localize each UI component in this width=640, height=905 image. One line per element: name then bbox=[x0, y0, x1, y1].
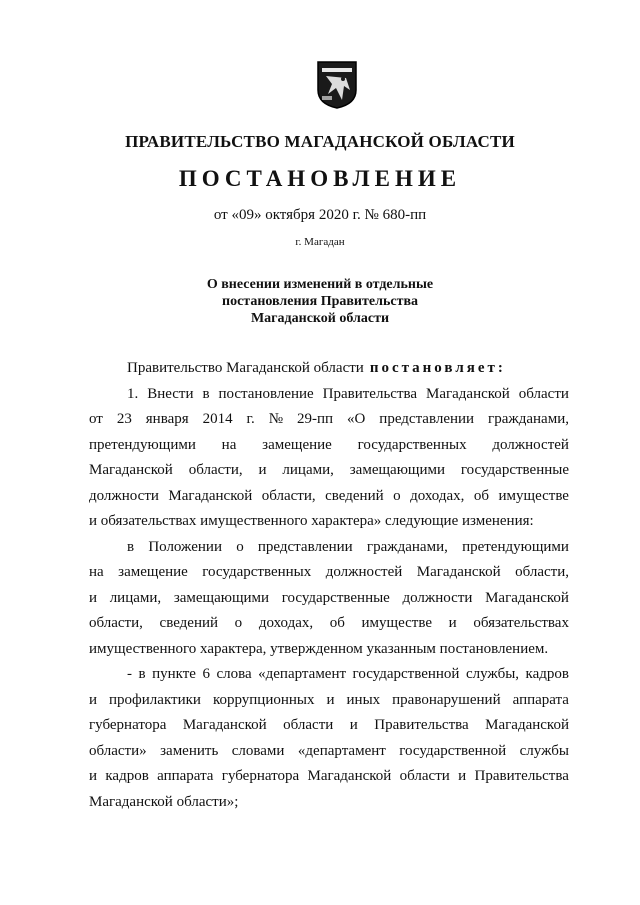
text-word: имуществе bbox=[361, 615, 432, 631]
paragraphs-container bbox=[89, 382, 569, 816]
text-word: замещающими bbox=[173, 589, 270, 606]
paragraph-line bbox=[89, 560, 569, 586]
text-word: Магаданской области»; bbox=[89, 793, 239, 810]
text-word: службы, bbox=[465, 666, 520, 682]
paragraph-line bbox=[89, 484, 569, 510]
text-word: государственной bbox=[399, 742, 507, 759]
text-word: 23 bbox=[116, 411, 132, 427]
text-word: представлении bbox=[257, 538, 353, 555]
text-word: № bbox=[268, 411, 284, 427]
text-word: правонарушений bbox=[392, 691, 501, 708]
text-word: Магаданской bbox=[182, 717, 267, 733]
text-word: об bbox=[473, 487, 490, 504]
text-word: претендующими bbox=[462, 538, 569, 555]
text-word: лицами, bbox=[282, 462, 334, 478]
paragraph-line bbox=[89, 713, 569, 739]
subject-line: постановления Правительства bbox=[222, 294, 418, 309]
paragraph-line bbox=[89, 739, 569, 765]
text-word: в bbox=[127, 538, 135, 555]
text-word: января bbox=[145, 411, 189, 427]
text-word: замещение bbox=[118, 564, 188, 580]
text-word: о bbox=[236, 538, 244, 555]
text-word: Положении bbox=[148, 538, 222, 555]
text-word: доходах, bbox=[258, 615, 314, 631]
text-word: государственной bbox=[352, 666, 460, 682]
paragraph-line bbox=[89, 433, 569, 459]
text-word: 29-пп bbox=[296, 411, 334, 427]
text-word: слова bbox=[216, 666, 252, 682]
text-word: Правительства bbox=[374, 717, 469, 733]
paragraph-line bbox=[89, 662, 569, 688]
text-word: словами bbox=[231, 742, 285, 759]
text-word: профилактики bbox=[109, 691, 201, 708]
text-word: Магаданской bbox=[307, 768, 392, 784]
text-word: области bbox=[518, 385, 569, 402]
text-word: Магаданской bbox=[485, 717, 569, 733]
text-word: сведений bbox=[159, 615, 219, 631]
text-word: и bbox=[89, 691, 98, 708]
text-word: заменить bbox=[160, 742, 219, 759]
text-word: кадров bbox=[105, 768, 149, 784]
document-date-number: от «09» октября 2020 г. № 680-пп bbox=[213, 207, 427, 223]
text-word: области» bbox=[89, 742, 147, 759]
text-word: г. bbox=[246, 411, 255, 427]
text-word: 2014 bbox=[202, 411, 233, 427]
text-word: о bbox=[234, 615, 243, 631]
paragraph-line bbox=[89, 688, 569, 714]
text-word: должностей bbox=[325, 564, 403, 580]
text-word: лицами, bbox=[109, 589, 162, 606]
paragraph-line bbox=[89, 535, 569, 561]
text-word: Магаданской bbox=[89, 462, 173, 478]
paragraph-line bbox=[89, 382, 569, 408]
text-word: должностей bbox=[492, 436, 569, 453]
text-word: Правительства bbox=[322, 385, 418, 402]
text-word: области, bbox=[261, 487, 316, 504]
text-word: доходах, bbox=[410, 487, 465, 504]
text-word: области bbox=[283, 717, 334, 733]
text-word: Магаданской bbox=[416, 564, 501, 580]
text-word: и bbox=[448, 615, 457, 631]
text-word: сведений bbox=[325, 487, 384, 504]
text-word: от bbox=[89, 411, 103, 427]
text-word: иных bbox=[346, 691, 381, 708]
text-word: области, bbox=[515, 564, 569, 580]
text-word: кадров bbox=[525, 666, 569, 682]
text-word: области bbox=[399, 768, 450, 784]
text-word: «О bbox=[347, 411, 366, 427]
text-word: Внести bbox=[147, 385, 194, 402]
text-word: замещение bbox=[262, 436, 332, 453]
document-subject bbox=[0, 276, 640, 327]
text-word: и bbox=[326, 691, 335, 708]
text-word: 1. bbox=[127, 385, 139, 402]
text-word: области, bbox=[89, 615, 143, 631]
text-word: области, bbox=[188, 462, 243, 478]
text-word: о bbox=[393, 487, 401, 504]
text-word: должности bbox=[89, 487, 159, 504]
text-word: губернатора bbox=[89, 717, 167, 733]
text-word: коррупционных bbox=[212, 691, 315, 708]
text-word: замещающими bbox=[349, 462, 445, 478]
text-word: постановление bbox=[218, 385, 314, 402]
text-word: губернатора bbox=[221, 768, 300, 784]
text-word: пункте bbox=[152, 666, 196, 682]
text-word: государственные bbox=[460, 462, 569, 478]
text-word: гражданами, bbox=[488, 411, 569, 427]
text-word: об bbox=[329, 615, 345, 631]
text-word: и bbox=[349, 717, 358, 733]
text-word: в bbox=[202, 385, 210, 402]
text-word: и bbox=[258, 462, 267, 478]
text-word: Магаданской bbox=[168, 487, 253, 504]
paragraph-line bbox=[89, 611, 569, 637]
document-city: г. Магадан bbox=[295, 236, 345, 248]
paragraph-line bbox=[89, 637, 569, 663]
text-word: аппарата bbox=[512, 691, 569, 708]
text-word: аппарата bbox=[157, 768, 214, 784]
text-word: Магаданской bbox=[425, 385, 510, 402]
text-word: государственных bbox=[202, 564, 312, 580]
intro-enacts: постановляет: bbox=[369, 360, 506, 376]
text-word: Правительства bbox=[474, 768, 569, 784]
text-word: на bbox=[89, 564, 104, 580]
government-title: ПРАВИТЕЛЬСТВО МАГАДАНСКОЙ ОБЛАСТИ bbox=[125, 132, 515, 151]
paragraph-line bbox=[89, 407, 569, 433]
text-word: обязательствах bbox=[473, 615, 569, 631]
text-word: на bbox=[221, 436, 237, 453]
paragraph-line bbox=[89, 586, 569, 612]
document-body bbox=[89, 356, 569, 815]
intro-prefix: Правительство Магаданской области bbox=[127, 360, 364, 376]
text-word: и bbox=[89, 589, 98, 606]
text-word: и обязательствах имущественного характера» следующие изменения: bbox=[89, 513, 534, 529]
text-word: и bbox=[89, 768, 98, 784]
text-word: и bbox=[458, 768, 467, 784]
text-word: имуществе bbox=[498, 487, 569, 504]
text-word: должности bbox=[402, 589, 473, 606]
document-type: ПОСТАНОВЛЕНИЕ bbox=[178, 166, 462, 191]
text-word: государственных bbox=[357, 436, 467, 453]
text-word: государственные bbox=[281, 589, 390, 606]
paragraph-line bbox=[89, 509, 569, 535]
coat-of-arms-icon bbox=[316, 60, 358, 110]
text-word: Магаданской bbox=[485, 589, 569, 606]
text-word: - bbox=[127, 666, 132, 682]
intro-line bbox=[89, 356, 569, 382]
text-word: «департамент bbox=[258, 666, 347, 682]
text-word: службы bbox=[519, 742, 569, 759]
text-word: «департамент bbox=[297, 742, 386, 759]
text-word: гражданами, bbox=[366, 538, 448, 555]
text-word: 6 bbox=[202, 666, 210, 682]
subject-line: Магаданской области bbox=[250, 311, 390, 326]
paragraph-line bbox=[89, 764, 569, 790]
text-word: претендующими bbox=[89, 436, 196, 453]
text-word: имущественного характера, утвержденном указанным постановлением. bbox=[89, 640, 549, 657]
paragraph-line bbox=[89, 790, 569, 816]
text-word: представлении bbox=[379, 411, 475, 427]
text-word: в bbox=[138, 666, 146, 682]
paragraph-line bbox=[89, 458, 569, 484]
subject-line: О внесении изменений в отдельные bbox=[206, 277, 434, 292]
